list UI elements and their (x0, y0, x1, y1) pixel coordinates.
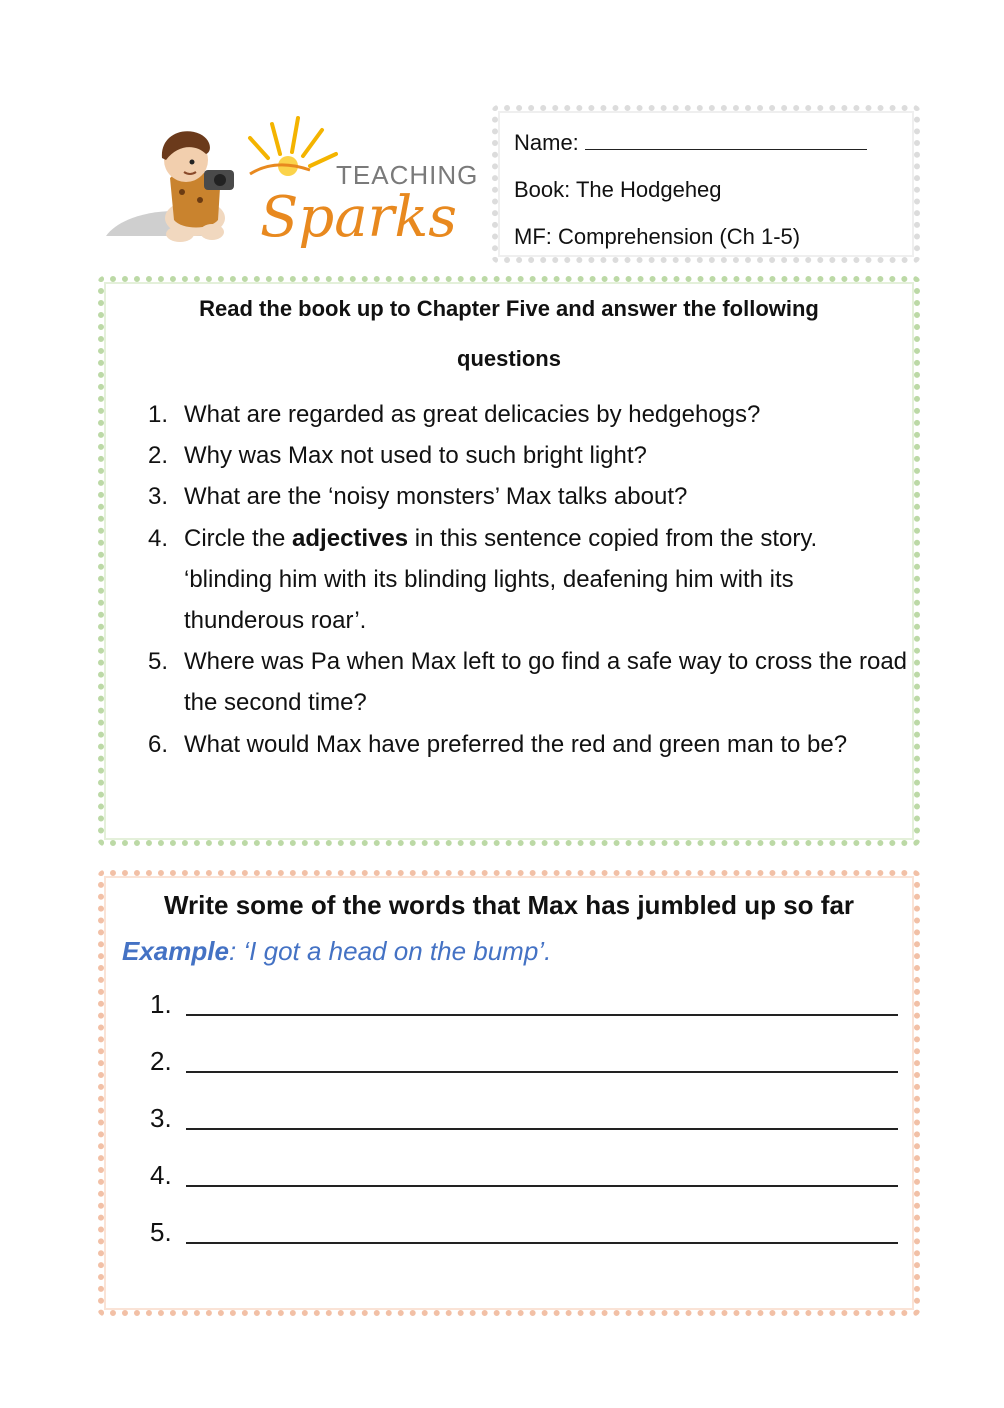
question-text: in this sentence copied from the story. ‘blinding him with its blinding lights, deafening him with its thunderous roar’. (184, 524, 818, 635)
question-item (148, 641, 908, 723)
question-item (148, 476, 908, 517)
question-number: 3. (148, 483, 169, 511)
name-label: Name: (514, 130, 579, 155)
answer-line-rule[interactable] (186, 1071, 898, 1073)
example-label: Example (122, 936, 229, 966)
question-text: What are regarded as great delicacies by hedgehogs? (184, 401, 761, 428)
student-info-box (492, 105, 920, 263)
answer-line-number: 2. (150, 1046, 172, 1076)
answer-line-rule[interactable] (186, 1014, 898, 1016)
book-title: Book: The Hodgeheg (514, 177, 722, 202)
jumbled-words-box (98, 870, 920, 1316)
teaching-sparks-logo (100, 108, 480, 258)
jumbled-words-heading: Write some of the words that Max has jumbled up so far (163, 890, 855, 920)
question-text: Where was Pa when Max left to go find a safe way to cross the road the second time? (184, 648, 908, 717)
question-emphasis: adjectives (292, 524, 409, 552)
answer-line[interactable] (150, 1041, 898, 1081)
name-blank-line[interactable] (585, 125, 867, 150)
answer-line-number: 1. (150, 989, 172, 1019)
question-item (148, 435, 908, 476)
question-text: Why was Max not used to such bright light? (184, 442, 647, 470)
question-number: 2. (148, 442, 169, 470)
answer-line-number: 5. (150, 1217, 172, 1247)
questions-heading-line1: Read the book up to Chapter Five and answer the following (199, 296, 819, 321)
mf-label: MF: Comprehension (Ch 1-5) (514, 224, 801, 249)
questions-list (148, 394, 908, 765)
answer-line[interactable] (150, 1155, 898, 1195)
answer-line-rule[interactable] (186, 1128, 898, 1130)
logo-word-teaching: TEACHING (336, 160, 479, 190)
answer-line[interactable] (150, 984, 898, 1024)
question-number: 1. (148, 401, 169, 428)
question-text: What would Max have preferred the red and green man to be? (184, 730, 848, 758)
example-text (122, 936, 551, 967)
questions-heading-line2: questions (457, 346, 561, 371)
question-item (148, 394, 908, 435)
answer-line-number: 3. (150, 1103, 172, 1133)
questions-box (98, 276, 920, 846)
logo-graphic (100, 108, 480, 258)
example-sentence: : ‘I got a head on the bump’. (228, 936, 552, 966)
question-item (148, 518, 908, 642)
question-number: 4. (148, 524, 169, 552)
answer-line-rule[interactable] (186, 1185, 898, 1187)
question-number: 5. (148, 648, 169, 676)
answer-line[interactable] (150, 1212, 898, 1252)
question-number: 6. (148, 730, 169, 758)
answer-line-number: 4. (150, 1160, 172, 1190)
question-item (148, 724, 908, 765)
question-text: What are the ‘noisy monsters’ Max talks about? (184, 483, 688, 511)
question-text: Circle the (184, 524, 293, 552)
answer-line[interactable] (150, 1098, 898, 1138)
answer-line-rule[interactable] (186, 1242, 898, 1244)
name-field[interactable] (514, 125, 914, 172)
logo-word-sparks: Sparks (260, 185, 458, 250)
